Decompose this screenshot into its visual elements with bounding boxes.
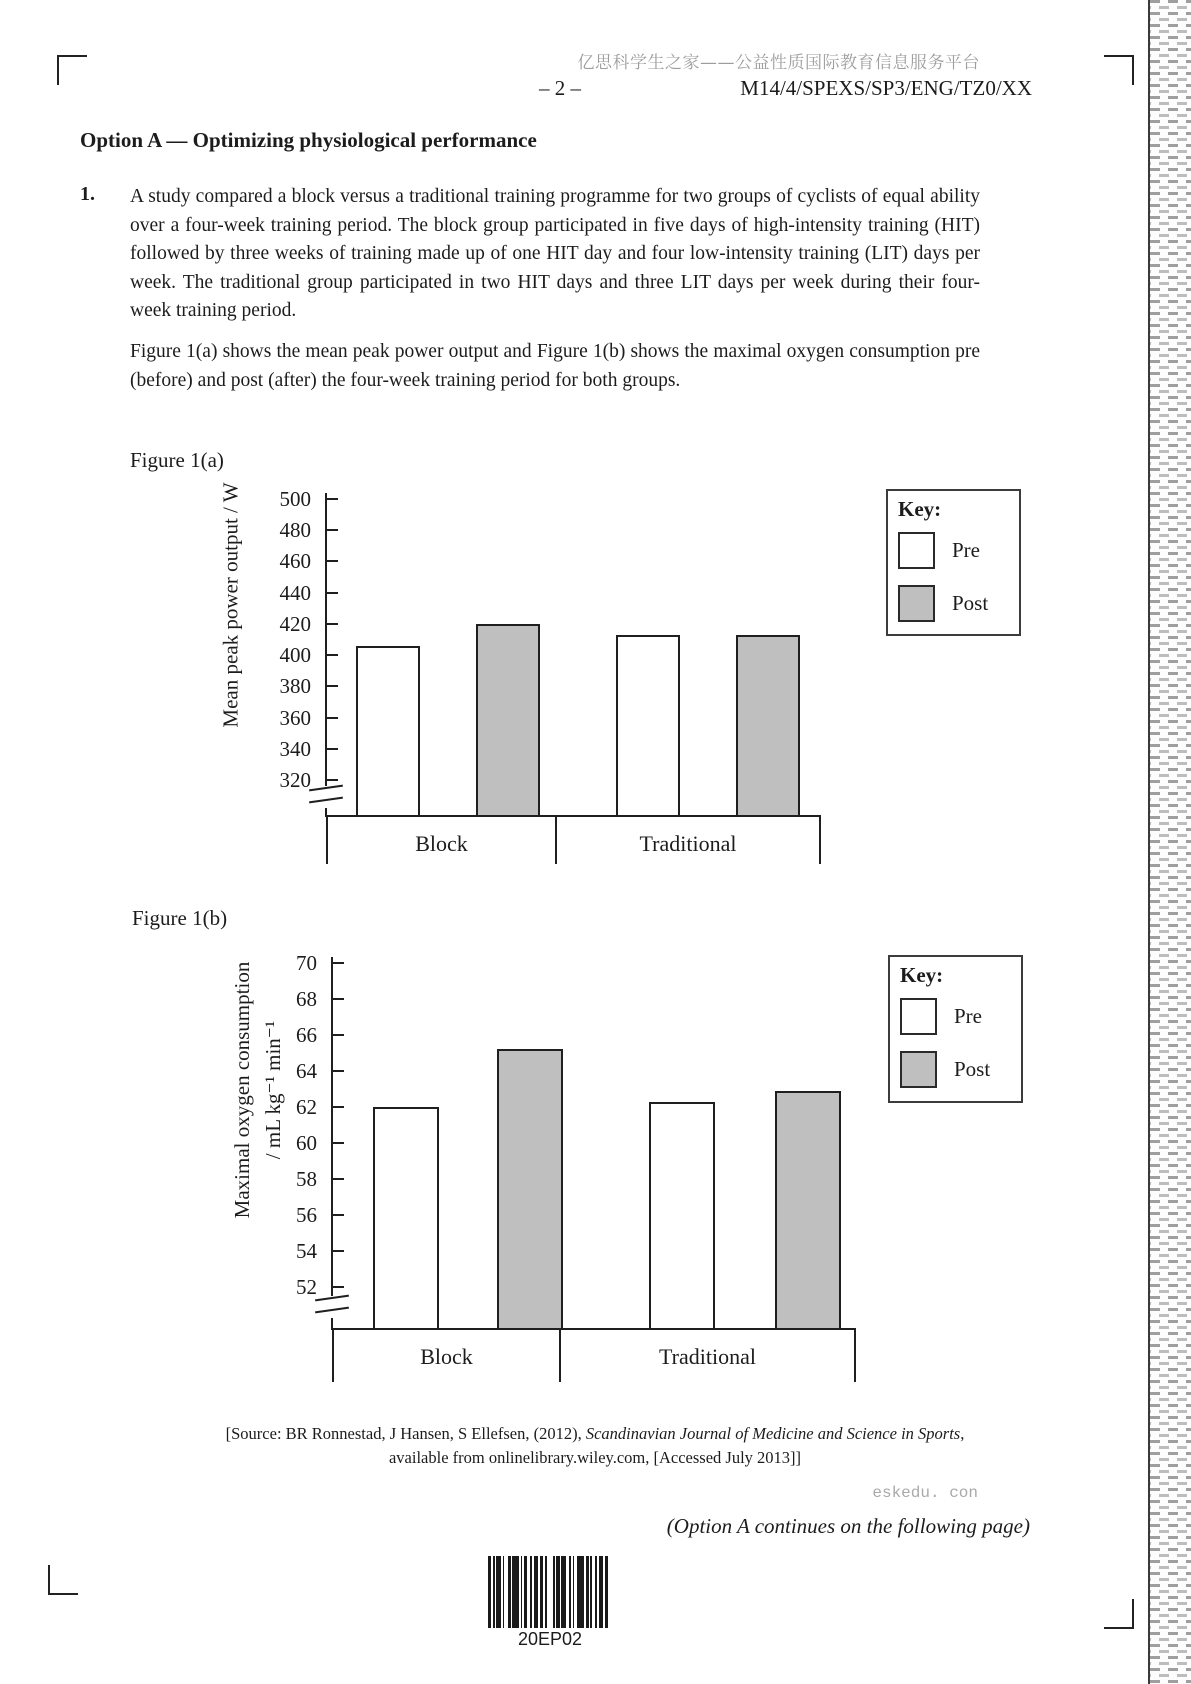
- page-number: – 2 –: [539, 76, 581, 100]
- legend-swatch-pre: [900, 998, 937, 1035]
- y-tick-label: 380: [279, 674, 311, 699]
- y-tick-mark: [333, 1142, 344, 1144]
- y-axis-title-line: Maximal oxygen consumption: [230, 961, 254, 1219]
- source-prefix: [Source: BR Ronnestad, J Hansen, S Ellefsen, (2012),: [225, 1424, 586, 1443]
- category-label-block: Block: [415, 831, 468, 856]
- source-journal: Scandinavian Journal of Medicine and Science in Sports: [585, 1424, 961, 1443]
- y-tick-label: 360: [279, 705, 311, 730]
- bar-traditional-pre: [649, 1102, 715, 1330]
- legend-label-pre: Pre: [952, 538, 980, 562]
- exam-paper-code: M14/4/SPEXS/SP3/ENG/TZ0/XX: [740, 76, 1032, 100]
- section-title: Option A — Optimizing physiological performance: [80, 128, 537, 152]
- question-paragraph-2: Figure 1(a) shows the mean peak power output and Figure 1(b) shows the maximal oxygen consumption pre (before) and post (after) the four-week training period for both groups.: [130, 341, 980, 391]
- y-axis-line: [331, 957, 333, 1296]
- y-tick-label: 68: [296, 987, 317, 1011]
- y-tick-mark: [333, 1286, 344, 1288]
- y-tick-label: 340: [279, 736, 311, 761]
- source-line2: available from onlinelibrary.wiley.com, [Accessed July 2013]]: [388, 1448, 802, 1467]
- legend-title: Key:: [898, 497, 942, 521]
- y-tick-label: 60: [296, 1131, 317, 1155]
- legend-swatch-post: [900, 1051, 937, 1088]
- y-tick-mark: [333, 1250, 344, 1252]
- legend-label-post: Post: [954, 1057, 991, 1081]
- y-tick-label: 500: [279, 487, 311, 511]
- source-suffix: ,: [960, 1424, 965, 1443]
- y-tick-label: 58: [296, 1167, 317, 1191]
- y-tick-label: 52: [296, 1275, 317, 1299]
- bar-block-post: [497, 1049, 563, 1330]
- source-citation: [150, 1422, 1040, 1470]
- y-axis-title: Mean peak power output / W: [218, 482, 243, 728]
- y-tick-label: 440: [279, 580, 311, 605]
- y-tick-mark: [333, 1106, 344, 1108]
- figure-1b-label: Figure 1(b): [132, 906, 228, 930]
- y-tick-label: 64: [296, 1059, 317, 1083]
- y-tick-mark: [333, 962, 344, 964]
- y-tick-mark: [333, 1178, 344, 1180]
- bar-traditional-post: [775, 1091, 841, 1330]
- y-axis-title: [227, 962, 289, 1219]
- category-label-traditional: Traditional: [659, 1344, 756, 1369]
- axis-break-mark: [315, 1307, 349, 1314]
- y-tick-label: 62: [296, 1095, 317, 1119]
- y-tick-label: 420: [279, 611, 311, 636]
- legend-label-post: Post: [952, 591, 989, 615]
- site-watermark-footer: eskedu. con: [872, 1484, 978, 1502]
- y-tick-label: 66: [296, 1023, 317, 1047]
- site-watermark-header: 亿思科学生之家——公益性质国际教育信息服务平台: [577, 53, 980, 73]
- category-label-traditional: Traditional: [639, 831, 737, 856]
- y-axis-line: [331, 1318, 333, 1328]
- y-tick-label: 320: [279, 768, 311, 792]
- y-axis-title-line: / mL kg⁻¹ min⁻¹: [261, 1020, 285, 1160]
- y-tick-label: 400: [279, 643, 311, 668]
- legend-label-pre: Pre: [954, 1004, 982, 1028]
- y-tick-label: 54: [296, 1239, 317, 1263]
- legend-title: Key:: [900, 963, 944, 987]
- y-tick-label: 480: [279, 518, 311, 543]
- y-tick-mark: [333, 1214, 344, 1216]
- y-tick-label: 460: [279, 549, 311, 574]
- question-number: 1.: [80, 183, 95, 205]
- y-tick-label: 56: [296, 1203, 317, 1227]
- y-tick-mark: [333, 998, 344, 1000]
- y-tick-label: 70: [296, 951, 317, 975]
- y-tick-mark: [333, 1070, 344, 1072]
- figure-1a-label: Figure 1(a): [130, 448, 224, 472]
- barcode-label: 20EP02: [517, 1629, 583, 1649]
- continues-note: (Option A continues on the following page): [666, 1514, 1030, 1538]
- barcode: [488, 1556, 612, 1628]
- legend-key: [888, 955, 1023, 1103]
- category-label-block: Block: [420, 1344, 473, 1369]
- question-paragraph-1: A study compared a block versus a traditional training programme for two groups of cyclists of equal ability over a four-week training period. The block group participated in five days of high-intensity training (HIT) followed by three weeks of training made up of one HIT day and four low-intensity training (LIT) days per week. The traditional group participated in two HIT days and three LIT days per week during their four-week training period.: [130, 186, 980, 321]
- barcode-bar: [608, 1556, 611, 1628]
- y-tick-mark: [333, 1034, 344, 1036]
- bar-block-pre: [373, 1107, 439, 1330]
